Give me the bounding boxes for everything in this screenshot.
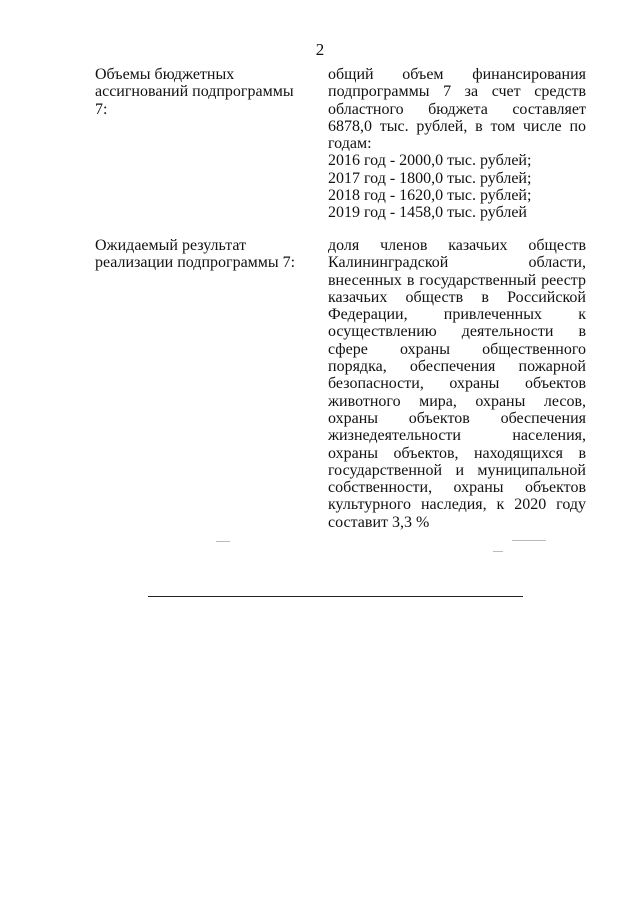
- scan-speck: [493, 551, 503, 552]
- budget-allocations-label: Объемы бюджетных ассигнований подпрограммы 7:: [95, 66, 294, 118]
- budget-year-2018: 2018 год - 1620,0 тыс. рублей;: [328, 187, 532, 205]
- budget-intro-text: общий объем финансирования подпрограммы 7 за счет средств областного бюджета составляет 6878,0 тыс. рублей, в том числе по годам:: [328, 66, 586, 153]
- expected-result-text: доля членов казачьих обществ Калининградской области, внесенных в государственный реестр казачьих обществ в Российской Федерации, привлеченных к осуществлению деятельности в сфере охраны общественного порядка, обеспечения пожарной безопасности, охраны объектов животного мира, охраны лесов, охраны объектов обеспечения жизнедеятельности населения, охраны объектов, находящихся в государственной и муниципальной собственности, охраны объектов культурного наследия, к 2020 году составит 3,3 %: [328, 237, 586, 531]
- scan-speck: [512, 540, 546, 541]
- page-number: 2: [315, 40, 325, 59]
- budget-year-2017: 2017 год - 1800,0 тыс. рублей;: [328, 169, 532, 187]
- expected-result-value: [328, 237, 586, 531]
- scan-speck: [216, 541, 230, 542]
- closing-divider-line: [148, 596, 523, 597]
- budget-allocations-value: [328, 66, 586, 222]
- budget-year-2019: 2019 год - 1458,0 тыс. рублей: [328, 204, 527, 222]
- budget-year-2016: 2016 год - 2000,0 тыс. рублей;: [328, 152, 532, 170]
- expected-result-label: Ожидаемый результат реализации подпрограммы 7:: [95, 237, 296, 272]
